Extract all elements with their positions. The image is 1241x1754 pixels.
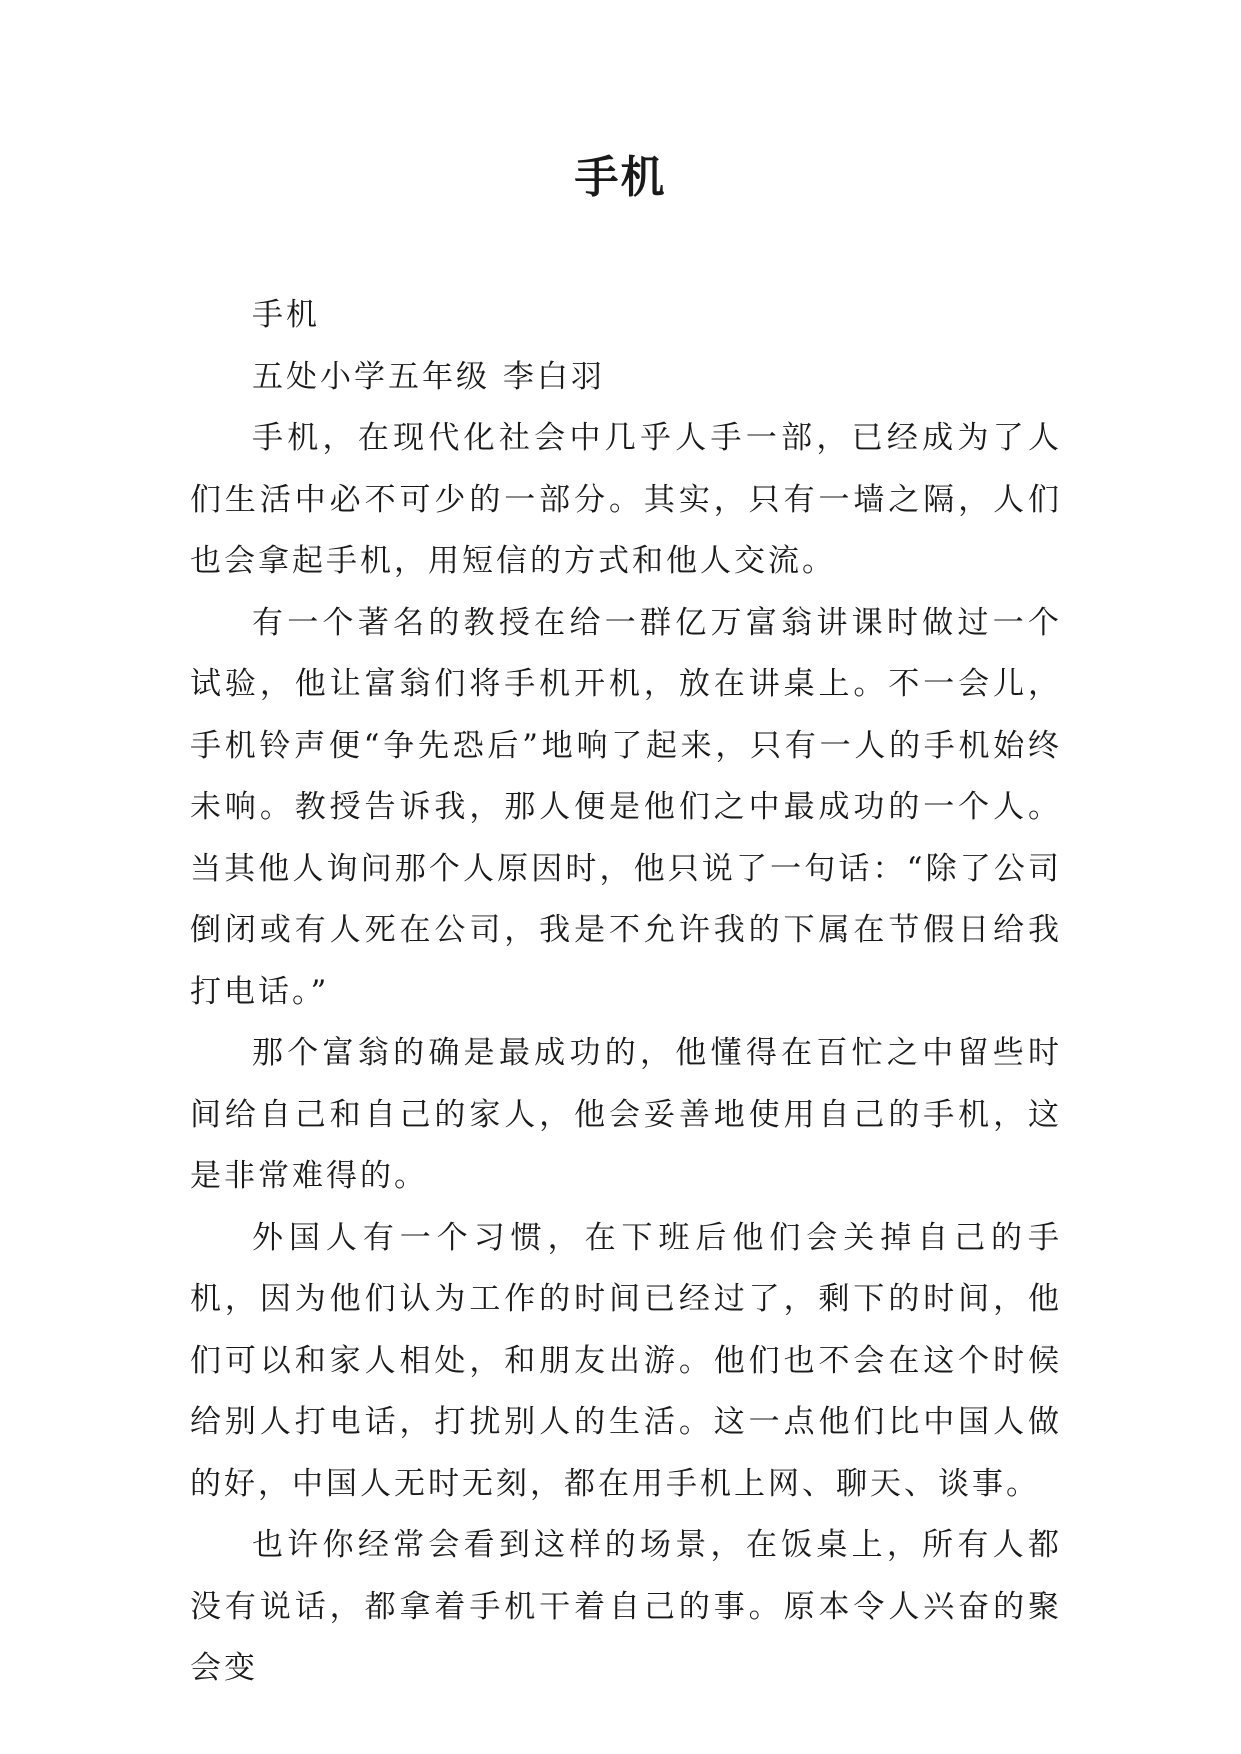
paragraph: 也许你经常会看到这样的场景，在饭桌上，所有人都没有说话，都拿着手机干着自己的事。原本令人兴奋的聚会变	[190, 1527, 1062, 1686]
paragraph: 外国人有一个习惯，在下班后他们会关掉自己的手机，因为他们认为工作的时间已经过了，剩下的时间，他们可以和家人相处，和朋友出游。他们也不会在这个时候给别人打电话，打扰别人的生活。这一点他们比中国人做的好，中国人无时无刻，都在用手机上网、聊天、谈事。	[190, 1219, 1062, 1502]
document-body	[190, 285, 1062, 1700]
paragraph: 手机，在现代化社会中几乎人手一部，已经成为了人们生活中必不可少的一部分。其实，只有一墙之隔，人们也会拿起手机，用短信的方式和他人交流。	[190, 420, 1062, 579]
paragraph-author: 五处小学五年级 李白羽	[252, 358, 605, 395]
paragraph: 那个富翁的确是最成功的，他懂得在百忙之中留些时间给自己和自己的家人，他会妥善地使用自己的手机，这是非常难得的。	[190, 1035, 1062, 1194]
paragraph-subtitle: 手机	[252, 297, 320, 333]
document-title: 手机	[574, 152, 667, 203]
paragraph: 有一个著名的教授在给一群亿万富翁讲课时做过一个试验，他让富翁们将手机开机，放在讲桌上。不一会儿，手机铃声便“争先恐后”地响了起来，只有一人的手机始终未响。教授告诉我，那人便是他们之中最成功的一个人。当其他人询问那个人原因时，他只说了一句话：“除了公司倒闭或有人死在公司，我是不允许我的下属在节假日给我打电话。”	[190, 604, 1062, 1010]
